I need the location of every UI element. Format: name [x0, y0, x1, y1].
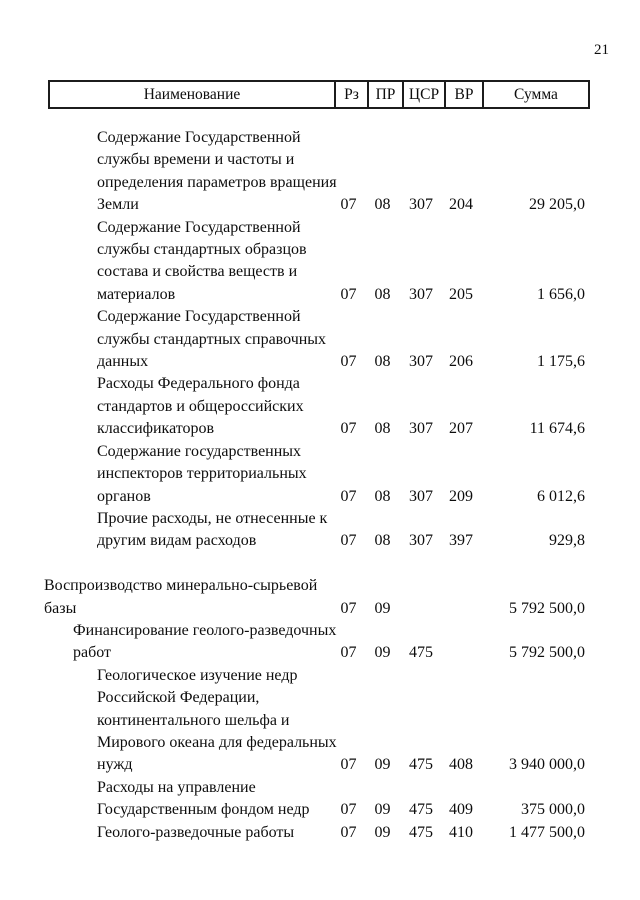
row-csr: 307: [409, 196, 433, 214]
row-rz: 07: [340, 756, 357, 774]
row-vr: 206: [449, 353, 473, 371]
table-row: [44, 575, 590, 620]
row-sum: 29 205,0: [529, 196, 585, 214]
row-sum: 5 792 500,0: [509, 599, 585, 617]
row-name: Содержание государственных инспекторов территориальных органов: [97, 442, 307, 505]
column-header-rz: Рз: [334, 82, 367, 107]
row-pr: 08: [374, 487, 391, 505]
row-name: Геологическое изучение недр Российской Федерации, континентального шельфа и Мирового океана для федеральных нужд: [97, 666, 337, 774]
table-row: [44, 217, 590, 307]
row-pr: 09: [374, 756, 391, 774]
row-csr: 475: [409, 756, 433, 774]
row-sum: 929,8: [549, 532, 585, 550]
row-rz: 07: [340, 196, 357, 214]
table-row: [44, 822, 590, 844]
row-vr: 205: [449, 285, 473, 303]
row-name: Прочие расходы, не отнесенные к другим видам расходов: [97, 509, 328, 550]
row-pr: 08: [374, 532, 391, 550]
row-csr: 307: [409, 532, 433, 550]
row-csr: 475: [409, 644, 433, 662]
row-pr: 09: [374, 644, 391, 662]
row-rz: 07: [340, 823, 357, 841]
row-vr: 409: [449, 801, 473, 819]
row-pr: 09: [374, 823, 391, 841]
table-row: [44, 620, 590, 665]
row-rz: 07: [340, 599, 357, 617]
row-name: Содержание Государственной службы времени и частоты и определения параметров вращения Земли: [97, 129, 337, 214]
row-pr: 09: [374, 599, 391, 617]
row-pr: 08: [374, 353, 391, 371]
column-header-csr: ЦСР: [402, 82, 444, 107]
row-sum: 3 940 000,0: [509, 756, 585, 774]
table-body: [44, 127, 590, 844]
table-row: [44, 441, 590, 508]
row-sum: 375 000,0: [521, 801, 585, 819]
row-vr: 209: [449, 487, 473, 505]
row-pr: 09: [374, 801, 391, 819]
row-sum: 6 012,6: [537, 487, 585, 505]
row-rz: 07: [340, 644, 357, 662]
row-sum: 5 792 500,0: [509, 644, 585, 662]
table-row: [44, 306, 590, 373]
row-name: Воспроизводство минерально-сырьевой базы: [44, 577, 318, 617]
row-pr: 08: [374, 285, 391, 303]
row-pr: 08: [374, 420, 391, 438]
row-name: Расходы на управление Государственным фондом недр: [97, 778, 310, 819]
row-sum: 1 477 500,0: [509, 823, 585, 841]
row-sum: 1 656,0: [537, 285, 585, 303]
table-row: [44, 127, 590, 217]
row-rz: 07: [340, 420, 357, 438]
column-header-pr: ПР: [367, 82, 402, 107]
row-rz: 07: [340, 487, 357, 505]
row-csr: 307: [409, 353, 433, 371]
table-row: [44, 373, 590, 440]
row-csr: 307: [409, 285, 433, 303]
row-sum: 11 674,6: [529, 420, 585, 438]
row-pr: 08: [374, 196, 391, 214]
row-rz: 07: [340, 532, 357, 550]
table-row: [44, 777, 590, 822]
row-csr: 475: [409, 801, 433, 819]
row-vr: 410: [449, 823, 473, 841]
row-vr: 207: [449, 420, 473, 438]
row-name: Финансирование геолого-разведочных работ: [73, 621, 337, 662]
row-name: Геолого-разведочные работы: [97, 823, 295, 841]
column-header-vr: ВР: [444, 82, 482, 107]
row-name: Расходы Федерального фонда стандартов и общероссийских классификаторов: [97, 375, 304, 438]
row-vr: 408: [449, 756, 473, 774]
row-rz: 07: [340, 285, 357, 303]
row-vr: 204: [449, 196, 473, 214]
row-rz: 07: [340, 801, 357, 819]
row-rz: 07: [340, 353, 357, 371]
table-row: [44, 508, 590, 553]
row-name: Содержание Государственной службы стандартных образцов состава и свойства веществ и материалов: [97, 218, 307, 303]
row-vr: 397: [449, 532, 473, 550]
table-header-row: [48, 80, 590, 109]
page-number: 21: [594, 42, 609, 58]
row-csr: 307: [409, 487, 433, 505]
row-csr: 307: [409, 420, 433, 438]
column-header-name: Наименование: [143, 85, 241, 103]
row-name: Содержание Государственной службы стандартных справочных данных: [97, 308, 327, 371]
table-row: [44, 665, 590, 777]
column-header-sum: Сумма: [482, 82, 588, 107]
row-sum: 1 175,6: [537, 353, 585, 371]
row-csr: 475: [409, 823, 433, 841]
